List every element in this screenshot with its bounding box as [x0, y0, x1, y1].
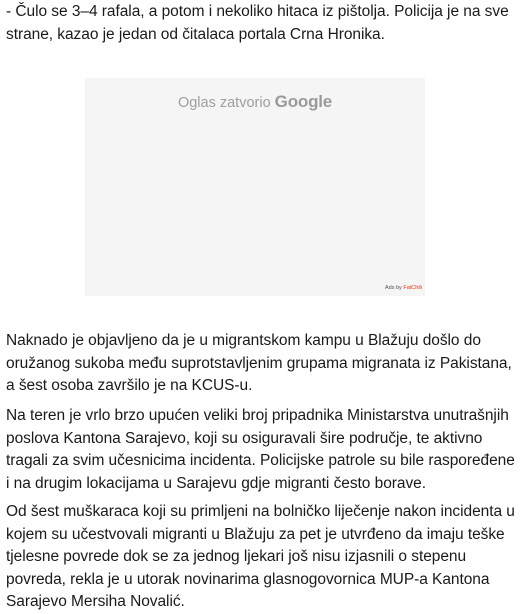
article-paragraph-4: Od šest muškaraca koji su primljeni na bolničko liječenje nakon incidenta u kojem su učestvovali migranti u Blažuju za pet je utvrđeno da imaju teške tjelesne povrede dok se za jednog ljekari još nisu izjasnili o stepenu povreda, rekla je u utorak novinarima glasnogovornica MUP-a Kantona Sarajevo Mersiha Novalić. — [6, 503, 515, 610]
ad-credit-prefix: Ads by — [384, 285, 402, 291]
ad-credit[interactable] — [385, 285, 422, 291]
google-logo: Google — [274, 92, 333, 111]
article-paragraph-3: Na teren je vrlo brzo upućen veliki broj pripadnika Ministarstva unutrašnjih poslova Kantona Sarajevo, koji su osiguravali šire područje, te aktivno tragali za svim učesnicima incidenta. Policijske patrole su bile raspoređene i na drugim lokacijama u Sarajevu gdje migranti često borave. — [6, 407, 515, 492]
article-paragraph-1: - Čulo se 3–4 rafala, a potom i nekoliko hitaca iz pištolja. Policija je na sve strane, kazao je jedan od čitalaca portala Crna Hronika. — [6, 3, 509, 43]
ad-placeholder — [85, 78, 425, 296]
ad-credit-brand[interactable]: FatChili — [403, 285, 422, 291]
ad-closed-text: Oglas zatvorio — [177, 95, 271, 111]
ad-closed-message — [85, 92, 425, 112]
article-paragraph-2: Naknado je objavljeno da je u migrantskom kampu u Blažuju došlo do oružanog sukoba među suprotstavljenim grupama migranata iz Pakistana, a šest osoba završilo je na KCUS-u. — [6, 332, 512, 394]
